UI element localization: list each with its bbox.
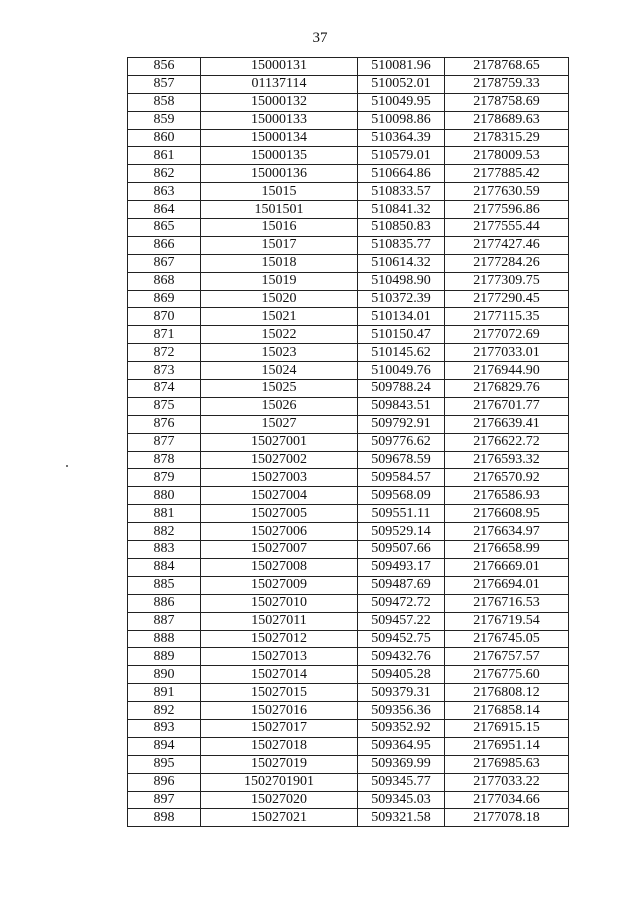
table-row	[128, 147, 569, 165]
table-row	[128, 791, 569, 809]
x-coordinate-cell: 509843.51	[358, 397, 445, 415]
table-row	[128, 576, 569, 594]
point-number-cell: 857	[128, 75, 201, 93]
x-coordinate-cell: 509792.91	[358, 415, 445, 433]
table-row	[128, 326, 569, 344]
point-number-cell: 862	[128, 165, 201, 183]
point-number-cell: 883	[128, 541, 201, 559]
table-row	[128, 397, 569, 415]
x-coordinate-cell: 509364.95	[358, 737, 445, 755]
y-coordinate-cell: 2176608.95	[445, 505, 569, 523]
y-coordinate-cell: 2177427.46	[445, 236, 569, 254]
point-number-cell: 886	[128, 594, 201, 612]
x-coordinate-cell: 509352.92	[358, 719, 445, 737]
x-coordinate-cell: 509568.09	[358, 487, 445, 505]
x-coordinate-cell: 510372.39	[358, 290, 445, 308]
point-id-cell: 01137114	[201, 75, 358, 93]
point-number-cell: 863	[128, 183, 201, 201]
table-row	[128, 272, 569, 290]
y-coordinate-cell: 2176951.14	[445, 737, 569, 755]
point-id-cell: 15027002	[201, 451, 358, 469]
point-id-cell: 15027006	[201, 523, 358, 541]
y-coordinate-cell: 2178768.65	[445, 58, 569, 76]
table-row	[128, 594, 569, 612]
table-row	[128, 666, 569, 684]
x-coordinate-cell: 509379.31	[358, 684, 445, 702]
point-id-cell: 15023	[201, 344, 358, 362]
y-coordinate-cell: 2176639.41	[445, 415, 569, 433]
x-coordinate-cell: 510145.62	[358, 344, 445, 362]
table-row	[128, 541, 569, 559]
y-coordinate-cell: 2176985.63	[445, 755, 569, 773]
x-coordinate-cell: 510052.01	[358, 75, 445, 93]
point-number-cell: 874	[128, 380, 201, 398]
point-id-cell: 15027013	[201, 648, 358, 666]
point-number-cell: 860	[128, 129, 201, 147]
point-id-cell: 1502701901	[201, 773, 358, 791]
x-coordinate-cell: 509493.17	[358, 558, 445, 576]
point-id-cell: 15016	[201, 219, 358, 237]
table-row	[128, 505, 569, 523]
point-number-cell: 873	[128, 362, 201, 380]
point-number-cell: 895	[128, 755, 201, 773]
point-number-cell: 885	[128, 576, 201, 594]
table-row	[128, 183, 569, 201]
y-coordinate-cell: 2177596.86	[445, 201, 569, 219]
point-id-cell: 15000134	[201, 129, 358, 147]
coordinates-table-body	[128, 58, 569, 827]
x-coordinate-cell: 510098.86	[358, 111, 445, 129]
point-number-cell: 890	[128, 666, 201, 684]
coordinates-table	[127, 57, 569, 827]
point-number-cell: 893	[128, 719, 201, 737]
point-number-cell: 887	[128, 612, 201, 630]
table-row	[128, 380, 569, 398]
point-id-cell: 15015	[201, 183, 358, 201]
point-number-cell: 856	[128, 58, 201, 76]
x-coordinate-cell: 510364.39	[358, 129, 445, 147]
x-coordinate-cell: 510049.76	[358, 362, 445, 380]
x-coordinate-cell: 510664.86	[358, 165, 445, 183]
point-number-cell: 889	[128, 648, 201, 666]
y-coordinate-cell: 2177034.66	[445, 791, 569, 809]
y-coordinate-cell: 2176757.57	[445, 648, 569, 666]
table-row	[128, 75, 569, 93]
x-coordinate-cell: 509472.72	[358, 594, 445, 612]
x-coordinate-cell: 509369.99	[358, 755, 445, 773]
point-id-cell: 15027015	[201, 684, 358, 702]
y-coordinate-cell: 2176858.14	[445, 702, 569, 720]
point-id-cell: 15027001	[201, 433, 358, 451]
point-id-cell: 15027021	[201, 809, 358, 827]
table-row	[128, 58, 569, 76]
point-number-cell: 879	[128, 469, 201, 487]
table-row	[128, 648, 569, 666]
y-coordinate-cell: 2178759.33	[445, 75, 569, 93]
y-coordinate-cell: 2176669.01	[445, 558, 569, 576]
point-number-cell: 881	[128, 505, 201, 523]
point-number-cell: 865	[128, 219, 201, 237]
table-row	[128, 487, 569, 505]
point-number-cell: 876	[128, 415, 201, 433]
point-number-cell: 884	[128, 558, 201, 576]
point-id-cell: 15027009	[201, 576, 358, 594]
point-number-cell: 898	[128, 809, 201, 827]
point-id-cell: 15027016	[201, 702, 358, 720]
y-coordinate-cell: 2176829.76	[445, 380, 569, 398]
point-id-cell: 15019	[201, 272, 358, 290]
y-coordinate-cell: 2177284.26	[445, 254, 569, 272]
point-id-cell: 1501501	[201, 201, 358, 219]
x-coordinate-cell: 509776.62	[358, 433, 445, 451]
point-number-cell: 896	[128, 773, 201, 791]
point-id-cell: 15027003	[201, 469, 358, 487]
x-coordinate-cell: 510150.47	[358, 326, 445, 344]
point-number-cell: 894	[128, 737, 201, 755]
table-row	[128, 254, 569, 272]
y-coordinate-cell: 2178009.53	[445, 147, 569, 165]
y-coordinate-cell: 2176775.60	[445, 666, 569, 684]
y-coordinate-cell: 2177033.01	[445, 344, 569, 362]
y-coordinate-cell: 2177033.22	[445, 773, 569, 791]
y-coordinate-cell: 2176808.12	[445, 684, 569, 702]
x-coordinate-cell: 509457.22	[358, 612, 445, 630]
y-coordinate-cell: 2176716.53	[445, 594, 569, 612]
point-number-cell: 861	[128, 147, 201, 165]
point-id-cell: 15027019	[201, 755, 358, 773]
table-row	[128, 809, 569, 827]
scan-dot	[66, 465, 68, 467]
y-coordinate-cell: 2177309.75	[445, 272, 569, 290]
x-coordinate-cell: 510841.32	[358, 201, 445, 219]
x-coordinate-cell: 509529.14	[358, 523, 445, 541]
x-coordinate-cell: 509321.58	[358, 809, 445, 827]
point-id-cell: 15027017	[201, 719, 358, 737]
x-coordinate-cell: 510498.90	[358, 272, 445, 290]
x-coordinate-cell: 509788.24	[358, 380, 445, 398]
point-number-cell: 869	[128, 290, 201, 308]
point-id-cell: 15027008	[201, 558, 358, 576]
table-row	[128, 737, 569, 755]
point-id-cell: 15027011	[201, 612, 358, 630]
x-coordinate-cell: 509405.28	[358, 666, 445, 684]
y-coordinate-cell: 2176658.99	[445, 541, 569, 559]
y-coordinate-cell: 2176719.54	[445, 612, 569, 630]
point-id-cell: 15025	[201, 380, 358, 398]
x-coordinate-cell: 509452.75	[358, 630, 445, 648]
table-row	[128, 684, 569, 702]
point-number-cell: 867	[128, 254, 201, 272]
y-coordinate-cell: 2176701.77	[445, 397, 569, 415]
y-coordinate-cell: 2176593.32	[445, 451, 569, 469]
table-row	[128, 219, 569, 237]
table-row	[128, 362, 569, 380]
point-number-cell: 891	[128, 684, 201, 702]
y-coordinate-cell: 2176915.15	[445, 719, 569, 737]
point-number-cell: 878	[128, 451, 201, 469]
point-number-cell: 864	[128, 201, 201, 219]
x-coordinate-cell: 509356.36	[358, 702, 445, 720]
point-id-cell: 15021	[201, 308, 358, 326]
point-id-cell: 15018	[201, 254, 358, 272]
y-coordinate-cell: 2176622.72	[445, 433, 569, 451]
table-row	[128, 612, 569, 630]
x-coordinate-cell: 510835.77	[358, 236, 445, 254]
y-coordinate-cell: 2177115.35	[445, 308, 569, 326]
point-id-cell: 15027012	[201, 630, 358, 648]
y-coordinate-cell: 2177078.18	[445, 809, 569, 827]
point-id-cell: 15027014	[201, 666, 358, 684]
y-coordinate-cell: 2176634.97	[445, 523, 569, 541]
point-number-cell: 888	[128, 630, 201, 648]
point-id-cell: 15027005	[201, 505, 358, 523]
table-row	[128, 236, 569, 254]
y-coordinate-cell: 2178689.63	[445, 111, 569, 129]
point-number-cell: 868	[128, 272, 201, 290]
table-row	[128, 433, 569, 451]
point-id-cell: 15027010	[201, 594, 358, 612]
x-coordinate-cell: 510134.01	[358, 308, 445, 326]
point-id-cell: 15022	[201, 326, 358, 344]
point-number-cell: 859	[128, 111, 201, 129]
y-coordinate-cell: 2178758.69	[445, 93, 569, 111]
point-id-cell: 15020	[201, 290, 358, 308]
table-row	[128, 469, 569, 487]
x-coordinate-cell: 510614.32	[358, 254, 445, 272]
point-number-cell: 858	[128, 93, 201, 111]
table-row	[128, 558, 569, 576]
point-number-cell: 872	[128, 344, 201, 362]
x-coordinate-cell: 509678.59	[358, 451, 445, 469]
point-number-cell: 897	[128, 791, 201, 809]
x-coordinate-cell: 510579.01	[358, 147, 445, 165]
y-coordinate-cell: 2177630.59	[445, 183, 569, 201]
table-row	[128, 93, 569, 111]
point-id-cell: 15027018	[201, 737, 358, 755]
table-row	[128, 165, 569, 183]
table-row	[128, 129, 569, 147]
point-id-cell: 15027020	[201, 791, 358, 809]
table-row	[128, 344, 569, 362]
y-coordinate-cell: 2177885.42	[445, 165, 569, 183]
point-number-cell: 870	[128, 308, 201, 326]
y-coordinate-cell: 2177290.45	[445, 290, 569, 308]
table-row	[128, 111, 569, 129]
x-coordinate-cell: 509507.66	[358, 541, 445, 559]
point-number-cell: 882	[128, 523, 201, 541]
table-row	[128, 523, 569, 541]
point-id-cell: 15000131	[201, 58, 358, 76]
point-number-cell: 877	[128, 433, 201, 451]
table-row	[128, 290, 569, 308]
x-coordinate-cell: 510049.95	[358, 93, 445, 111]
point-id-cell: 15000133	[201, 111, 358, 129]
y-coordinate-cell: 2176944.90	[445, 362, 569, 380]
table-row	[128, 201, 569, 219]
x-coordinate-cell: 510850.83	[358, 219, 445, 237]
y-coordinate-cell: 2176745.05	[445, 630, 569, 648]
y-coordinate-cell: 2176694.01	[445, 576, 569, 594]
y-coordinate-cell: 2176570.92	[445, 469, 569, 487]
page-number: 37	[312, 30, 328, 46]
point-number-cell: 866	[128, 236, 201, 254]
table-row	[128, 702, 569, 720]
x-coordinate-cell: 509584.57	[358, 469, 445, 487]
point-id-cell: 15000136	[201, 165, 358, 183]
x-coordinate-cell: 509551.11	[358, 505, 445, 523]
y-coordinate-cell: 2177072.69	[445, 326, 569, 344]
table-row	[128, 755, 569, 773]
point-id-cell: 15027004	[201, 487, 358, 505]
point-id-cell: 15027007	[201, 541, 358, 559]
point-number-cell: 871	[128, 326, 201, 344]
x-coordinate-cell: 509487.69	[358, 576, 445, 594]
table-row	[128, 415, 569, 433]
point-number-cell: 880	[128, 487, 201, 505]
point-id-cell: 15000135	[201, 147, 358, 165]
point-id-cell: 15017	[201, 236, 358, 254]
table-row	[128, 630, 569, 648]
table-row	[128, 308, 569, 326]
x-coordinate-cell: 510081.96	[358, 58, 445, 76]
point-id-cell: 15026	[201, 397, 358, 415]
point-number-cell: 875	[128, 397, 201, 415]
table-row	[128, 451, 569, 469]
table-row	[128, 719, 569, 737]
point-id-cell: 15027	[201, 415, 358, 433]
point-id-cell: 15024	[201, 362, 358, 380]
y-coordinate-cell: 2177555.44	[445, 219, 569, 237]
y-coordinate-cell: 2178315.29	[445, 129, 569, 147]
x-coordinate-cell: 509345.77	[358, 773, 445, 791]
point-id-cell: 15000132	[201, 93, 358, 111]
x-coordinate-cell: 509345.03	[358, 791, 445, 809]
y-coordinate-cell: 2176586.93	[445, 487, 569, 505]
x-coordinate-cell: 510833.57	[358, 183, 445, 201]
point-number-cell: 892	[128, 702, 201, 720]
x-coordinate-cell: 509432.76	[358, 648, 445, 666]
table-row	[128, 773, 569, 791]
